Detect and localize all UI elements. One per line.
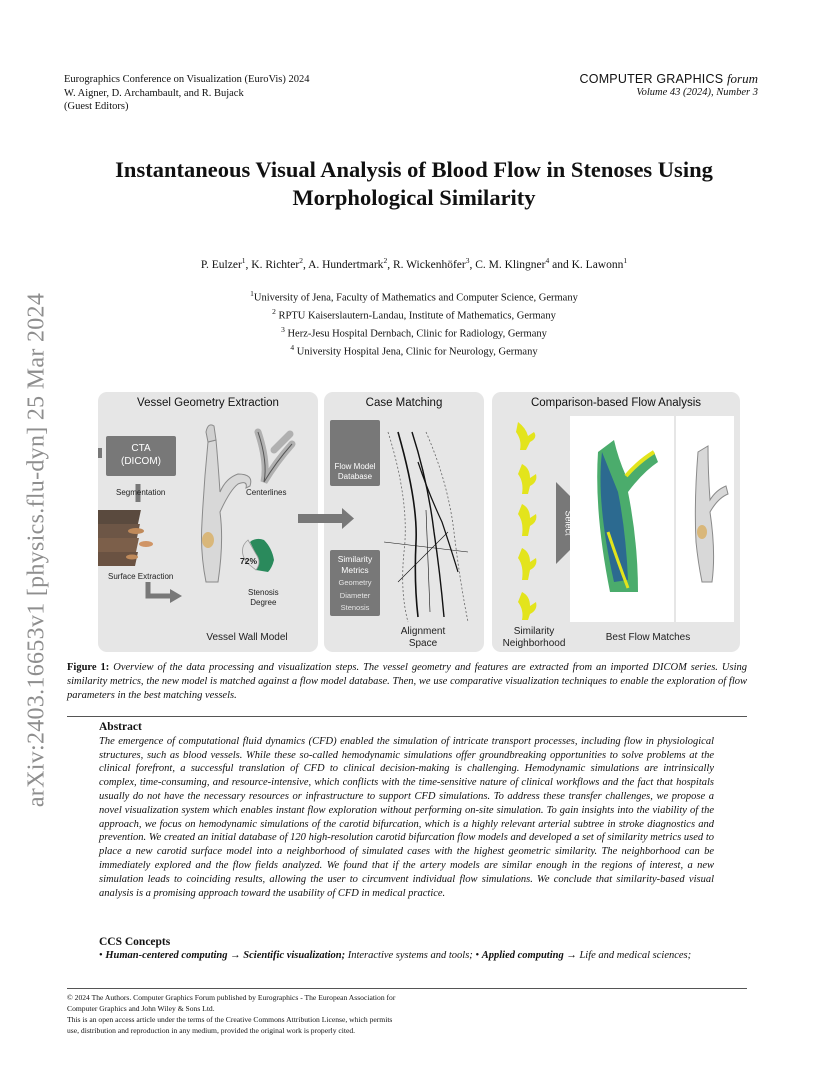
panel-title: Vessel Geometry Extraction (137, 397, 279, 409)
editors: W. Aigner, D. Archambault, and R. Bujack (64, 87, 244, 99)
caption-label: Figure 1: (67, 662, 110, 673)
conference-header (64, 73, 310, 114)
author: R. Wickenhöfer$^3$, (392, 256, 476, 271)
centerlines-icon (258, 432, 292, 482)
select-label: Select (563, 510, 574, 536)
panel-title: Comparison-based Flow Analysis (530, 397, 702, 409)
guest-editors: (Guest Editors) (64, 101, 129, 112)
figure-caption (67, 661, 747, 703)
abstract-text: The emergence of computational fluid dynamics (CFD) enabled the simulation of intricate transport processes, including flow in physiological structures, such as blood vessels. While these so-called hemodynamic simulations offer groundbreaking opportunities to solve problems at the clinical forefront, a successful translation of CFD to clinical decision-making is challenging. Hemodynamic simulations are intrinsically complex, time-consuming, and resource-intensive, which conflicts with the time-sensitive nature of clinical workflows and the fact that hospitals usually do not have the necessary resources or infrastructure to support CFD simulations. To address these transfer challenges, we propose a novel visualization system which enables instant flow exploration without performing on-site simulation. To gain insights into the viability of the approach, we focus on hemodynamic simulations of the carotid bifurcation, which is a highly relevant arterial subtree in stroke diagnostics and prevention. We created an initial database of 120 high-resolution carotid bifurcation flow models and developed a set of similarity metrics used to place a new carotid surface model into a neighborhood of simulated cases with the highest geometric similarity. The neighborhood can be immediately explored and the flow fields analyzed. We found that if the artery models are similar enough in the regions of interest, a new simulation leads to coinciding results, allowing the user to circumvent individual flow simulations. We conclude that similarity-based visual analysis is a promising approach toward the usability of CFD in medical practice. (99, 735, 714, 899)
flow-model-database-box: Flow Model Database (330, 420, 380, 486)
caption-text: Overview of the data processing and visualization steps. The vessel geometry and features are extracted from an imported DICOM series. Using similarity metrics, the new model is matched against a flow model database. Then, we use comparative visualization techniques to enable the exploration of flow parameters in the best matching vessels. (67, 662, 747, 701)
affiliation: $^2$ RPTU Kaiserslautern-Landau, Institute of Mathematics, Germany (272, 307, 556, 322)
author-list (80, 256, 748, 271)
author: C. M. Klingner$^4$ and (475, 256, 572, 271)
ccs-concepts (99, 935, 714, 963)
copyright-footer: © 2024 The Authors. Computer Graphics Forum published by Eurographics - The European Association for Computer Graphics and John Wiley & Sons Ltd. This is an open access article under the terms of the Creative Commons Attribution License, which permits use, distribution and reproduction in any medium, provided the original work is properly cited. (67, 993, 396, 1035)
alignment-space-label: Alignment Space (400, 626, 446, 649)
similarity-metrics-box: Similarity Metrics Geometry Diameter Stenosis (330, 550, 380, 616)
figure-artwork (98, 392, 740, 652)
alignment-space-plot (384, 432, 468, 622)
affiliation: $^1$University of Jena, Faculty of Mathematics and Computer Science, Germany (250, 289, 578, 304)
panel-title: Case Matching (365, 397, 443, 409)
paper-title: Instantaneous Visual Analysis of Blood Flow in Stenoses Using Morphological Similarity (115, 157, 713, 210)
best-flow-matches-label: Best Flow Matches (605, 632, 691, 643)
vessel-wall-model-label: Vessel Wall Model (206, 632, 288, 643)
input-arrow-icon (98, 448, 102, 458)
ccs-list: • Human-centered computing → Scientific visualization; Interactive systems and tools; • Applied computing → Life and medical sciences; (99, 950, 692, 961)
centerlines-label: Centerlines (246, 488, 287, 497)
affiliations (80, 287, 748, 359)
ct-slices-icon (98, 510, 153, 566)
author: P. Eulzer$^1$, (200, 256, 252, 271)
author: K. Richter$^2$, (251, 256, 309, 271)
journal-header (580, 72, 758, 100)
best-flow-matches-icon (570, 416, 734, 622)
abstract-heading: Abstract (99, 721, 142, 733)
stenosis-degree-label: Stenosis Degree (248, 588, 279, 607)
figure-1 (98, 392, 740, 652)
affiliation: $^4$ University Hospital Jena, Clinic for Neurology, Germany (290, 343, 538, 358)
similarity-neighborhood-icon (516, 422, 536, 620)
divider (67, 716, 747, 717)
journal-name: COMPUTER GRAPHICS forum (579, 71, 758, 86)
surface-extraction-label: Surface Extraction (108, 572, 174, 581)
arxiv-stamp[interactable]: arXiv:2403.16653v1 [physics.flu-dyn] 25 Mar 2024 (23, 292, 50, 808)
abstract (99, 721, 714, 900)
conference-name: Eurographics Conference on Visualization (EuroVis) 2024 (64, 74, 310, 85)
divider (67, 988, 747, 989)
stenosis-percent-label: 72% (240, 556, 258, 566)
similarity-neighborhood-label: Similarity Neighborhood (502, 626, 566, 649)
affiliation: $^3$ Herz-Jesu Hospital Dernbach, Clinic for Radiology, Germany (281, 325, 547, 340)
author: K. Lawonn$^1$ (571, 256, 628, 271)
cta-dicom-box: CTA (DICOM) (106, 436, 176, 476)
author: A. Hundertmark$^2$, (308, 256, 393, 271)
segmentation-label: Segmentation (116, 488, 166, 497)
ccs-heading: CCS Concepts (99, 936, 171, 948)
journal-volume: Volume 43 (2024), Number 3 (636, 87, 758, 98)
